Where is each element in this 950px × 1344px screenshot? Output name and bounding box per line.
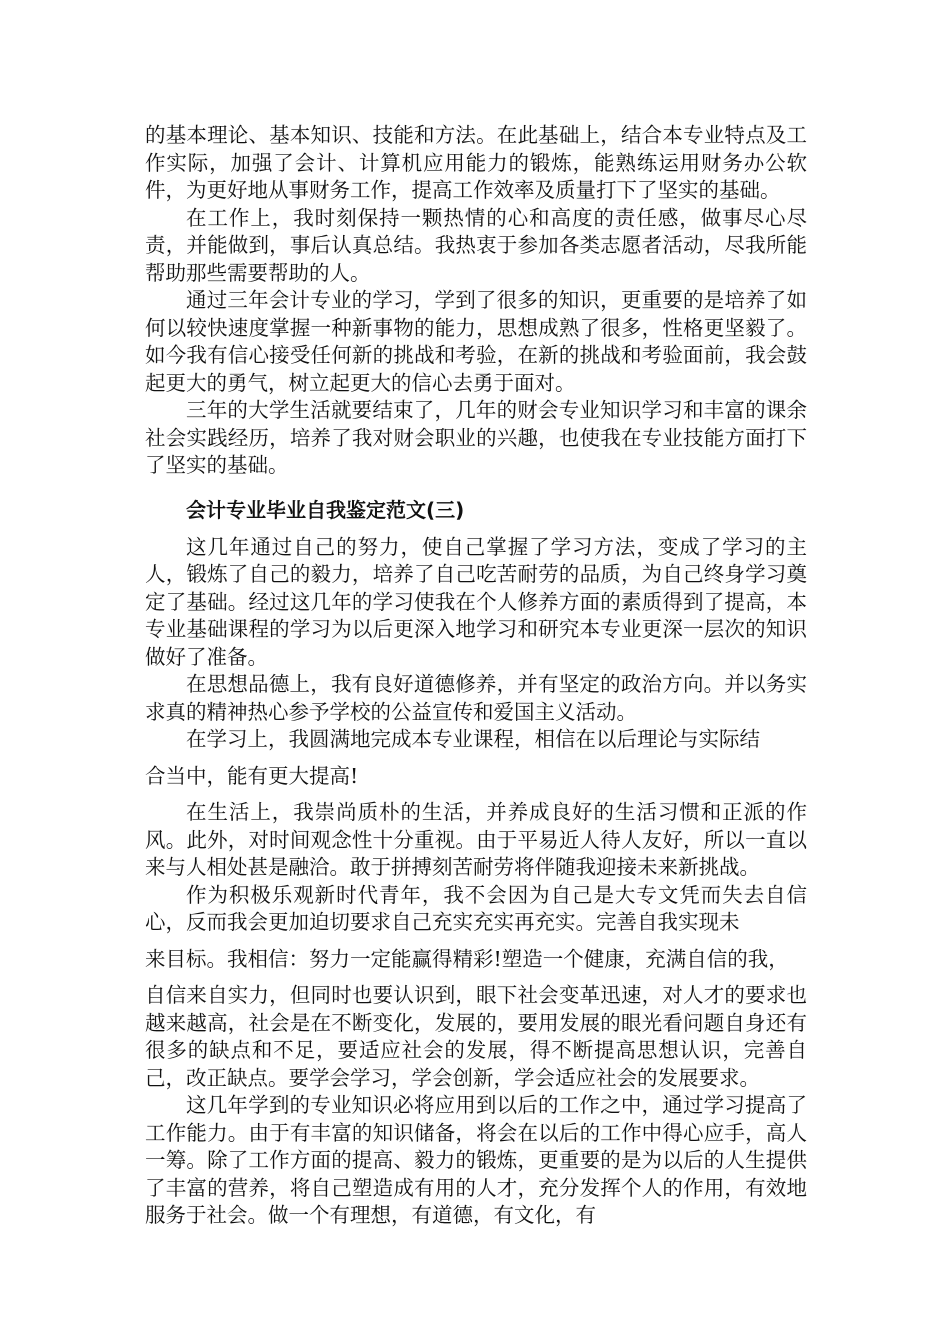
section-heading: 会计专业毕业自我鉴定范文(三) (186, 497, 465, 522)
paragraph-youth-line2: 来目标。我相信：努力一定能赢得精彩!塑造一个健康，充满自信的我， (145, 946, 789, 971)
paragraph-knowledge: 这几年学到的专业知识必将应用到以后的工作之中，通过学习提高了工作能力。由于有丰富的知识储备，将会在以后的工作中得心应手，高人一筹。除了工作方面的提高、毅力的锻炼，更重要的是为以后的人生提供了丰富的营养，将自己塑造成有用的人才，充分发挥个人的作用，有效地服务于社会。做一个有理想，有道德，有文化，有 (145, 1093, 807, 1227)
paragraph-youth-line3: 自信来自实力，但同时也要认识到，眼下社会变革迅速，对人才的要求也越来越高，社会是在不断变化，发展的，要用发展的眼光看问题自身还有很多的缺点和不足，要适应社会的发展，得不断提高思想认识，完善自己，改正缺点。要学会学习，学会创新，学会适应社会的发展要求。 (145, 983, 807, 1090)
paragraph-study-growth: 通过三年会计专业的学习，学到了很多的知识，更重要的是培养了如何以较快速度掌握一种新事物的能力，思想成熟了很多，性格更坚毅了。如今我有信心接受任何新的挑战和考验，在新的挑战和考验面前，我会鼓起更大的勇气，树立起更大的信心去勇于面对。 (145, 288, 807, 395)
paragraph-college-life: 三年的大学生活就要结束了，几年的财会专业知识学习和丰富的课余社会实践经历，培养了我对财会职业的兴趣，也使我在专业技能方面打下了坚实的基础。 (145, 398, 807, 477)
paragraph-youth-line1: 作为积极乐观新时代青年，我不会因为自己是大专文凭而失去自信心，反而我会更加迫切要求自己充实充实再充实。完善自我实现未 (145, 882, 807, 934)
paragraph-continued: 的基本理论、基本知识、技能和方法。在此基础上，结合本专业特点及工作实际，加强了会计、计算机应用能力的锻炼，能熟练运用财务办公软件，为更好地从事财务工作，提高工作效率及质量打下了坚实的基础。 (145, 123, 807, 202)
paragraph-learning-line2: 合当中，能有更大提高! (145, 763, 359, 788)
paragraph-life: 在生活上，我崇尚质朴的生活，并养成良好的生活习惯和正派的作风。此外，对时间观念性十分重视。由于平易近人待人友好，所以一直以来与人相处甚是融洽。敢于拼搏刻苦耐劳将伴随我迎接未来新挑战。 (145, 800, 807, 879)
paragraph-morality: 在思想品德上，我有良好道德修养，并有坚定的政治方向。并以务实求真的精神热心参予学校的公益宣传和爱国主义活动。 (145, 672, 807, 724)
paragraph-learning-line1: 在学习上，我圆满地完成本专业课程，相信在以后理论与实际结 (186, 727, 760, 751)
paragraph-work: 在工作上，我时刻保持一颗热情的心和高度的责任感，做事尽心尽责，并能做到，事后认真总结。我热衷于参加各类志愿者活动，尽我所能帮助那些需要帮助的人。 (145, 205, 807, 285)
paragraph-effort: 这几年通过自己的努力，使自己掌握了学习方法，变成了学习的主人，锻炼了自己的毅力，培养了自己吃苦耐劳的品质，为自己终身学习奠定了基础。经过这几年的学习使我在个人修养方面的素质得到了提高，本专业基础课程的学习为以后更深入地学习和研究本专业更深一层次的知识做好了准备。 (145, 534, 807, 669)
document-page (145, 122, 807, 1230)
